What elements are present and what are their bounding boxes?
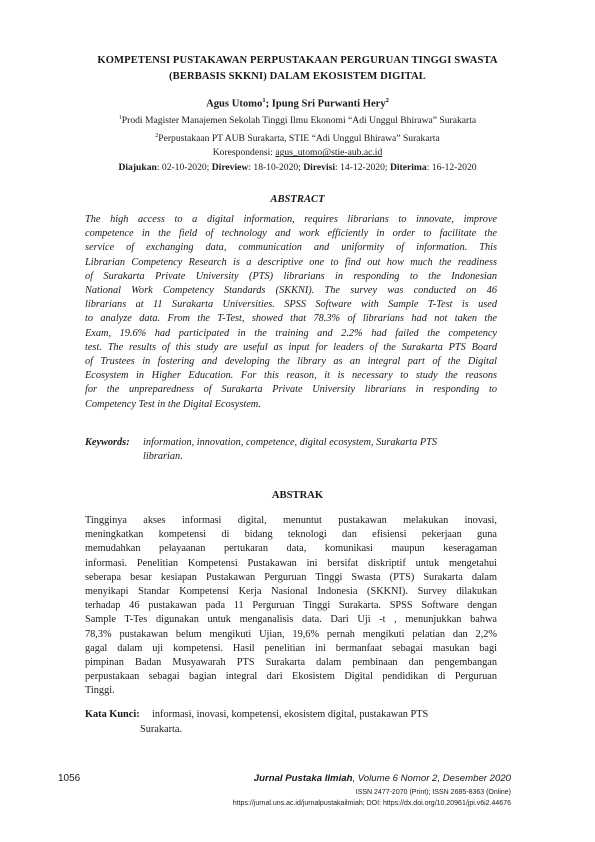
- email-link[interactable]: agus_utomo@stie-aub.ac.id: [275, 147, 383, 159]
- abstrak-id-line: menyikapi Standar Kompetensi Kerja Nasional Indonesia (SKKNI). Survey dilakukan: [85, 586, 497, 598]
- abstract-en-line: Exam, 19.6% had participated in the training and 2.2% had failed the competency: [85, 327, 497, 339]
- abstract-en-line: The high access to a digital information, requires librarians to innovate, improve: [85, 214, 497, 225]
- abstrak-id-line: meningkatkan kompetensi di bidang teknologi dan efisiensi pekerjaan guna: [85, 529, 497, 541]
- abstract-en-line: National Work Competency Standards (SKKNI). The survey was conducted on 46: [85, 285, 497, 297]
- journal-urls: https://jurnal.uns.ac.id/jurnalpustakailmiah; DOI: https://dx.doi.org/10.20961/jpi.v6i2.44676: [232, 800, 511, 807]
- author-name: Ipung Sri Purwanti Hery: [271, 98, 386, 110]
- abstrak-id-line: perpustakaan sebagai bagian integral dari Ekosistem Digital pendidikan di Perguruan: [85, 671, 497, 683]
- issn: ISSN 2477-2070 (Print); ISSN 2685-8363 (Online): [355, 789, 511, 796]
- abstract-en-line: Ecosystem in Higher Education. For this reason, it is necessary to study the reasons: [85, 370, 497, 382]
- abstrak-id-line: seberapa besar kesiapan Pustakawan Perguruan Tinggi Swasta (PTS) Surakarta dalam: [85, 571, 497, 583]
- affiliation-2: $^2$Perpustakaan PT AUB Surakarta, STIE “Adi Unggul Bhirawa” Surakarta: [155, 132, 440, 144]
- affiliations: [0, 111, 595, 161]
- page-number: 1056: [58, 773, 81, 784]
- abstrak-heading: ABSTRAK: [271, 490, 324, 501]
- abstrak-id-line: Sample T-Tes digunakan untuk menganalisis data. Dari Uji -t , menunjukkan bahwa: [85, 614, 497, 626]
- abstract-en-line: Competency Test in the Digital Ecosystem.: [85, 398, 261, 410]
- abstract-en-body: [85, 213, 497, 412]
- author-separator: ;: [265, 98, 272, 110]
- abstrak-id-line: 78,3% pustakawan belum mengikuti Ujian, 19,6% pernah mengikuti pelatian dan 2,2%: [85, 628, 497, 640]
- keywords-line-2: librarian.: [143, 451, 183, 463]
- journal-issue: , Volume 6 Nomor 2, Desember 2020: [352, 773, 511, 784]
- author-list: [0, 97, 595, 110]
- abstract-en-line: to analyze data. From the T-Test, showed that 78.3% of librarians had not taken the: [85, 313, 497, 325]
- paper-title: [0, 53, 595, 85]
- abstract-en-line: Librarian Competency Research is a descriptive one to find out how much the readiness: [85, 256, 497, 268]
- abstrak-id-line: gagal dalam uji kompetensi. Hasil penelitian ini bermanfaat sebagai masukan bagi: [85, 642, 497, 654]
- author-superscript: 1: [262, 97, 266, 104]
- abstract-en-line: for the unpreparedness of Surakarta Private University librarians in responding to: [85, 384, 497, 396]
- submission-dates: Diajukan: 02-10-2020; Direview: 18-10-2020; Direvisi: 14-12-2020; Diterima: 16-12-2020: [118, 162, 477, 173]
- kata-kunci: [85, 708, 505, 735]
- abstrak-id-line: informasi. Penelitian Kompetensi Pustakawan ini bersifat diskriptif untuk mengetahui: [85, 557, 497, 569]
- abstrak-id-body: [85, 514, 497, 699]
- correspondence: Korespondensi: agus_utomo@stie-aub.ac.id: [212, 147, 383, 159]
- author-name: Agus Utomo: [206, 98, 263, 110]
- abstract-en-line: service of exchanging data, communication and uniformity of information. This: [85, 242, 497, 254]
- abstract-en-line: competence in the field of technology and work efficiently in order to facilitate the: [85, 228, 497, 240]
- keywords-line-1: information, innovation, competence, digital ecosystem, Surakarta PTS: [143, 437, 437, 448]
- journal-name: Jurnal Pustaka Ilmiah: [253, 773, 353, 784]
- abstract-en-line: test. The results of this study are useful as input for leaders of the Surakarta PTS Board: [85, 341, 497, 353]
- abstract-en-line: librarians at 11 Surakarta Universities. SPSS Software with Sample T-Test is used: [85, 299, 497, 311]
- keywords-label: Keywords:: [85, 437, 130, 448]
- kata-kunci-label: Kata Kunci:: [85, 709, 140, 720]
- abstrak-id-line: pimpinan Badan Musyawarah PTS Surakarta dalam pembinaan dan pengembangan: [85, 657, 497, 669]
- journal-info: [254, 773, 511, 784]
- abstract-en-line: of Surakarta Private University (PTS) librarians in responding to the Indonesian: [85, 270, 497, 282]
- title-line-1: KOMPETENSI PUSTAKAWAN PERPUSTAKAAN PERGURUAN TINGGI SWASTA: [97, 55, 498, 66]
- kata-kunci-line-1: informasi, inovasi, kompetensi, ekosistem digital, pustakawan PTS: [152, 709, 429, 720]
- abstract-heading: ABSTRACT: [270, 194, 325, 205]
- author-superscript: 2: [385, 97, 389, 104]
- abstract-en-line: of Trustees in fostering and developing the library as an integral part of the Digital: [85, 356, 497, 368]
- title-line-2: (BERBASIS SKKNI) DALAM EKOSISTEM DIGITAL: [169, 71, 426, 82]
- affiliation-1: $^1$Prodi Magister Manajemen Sekolah Tinggi Ilmu Ekonomi “Adi Unggul Bhirawa” Surakarta: [118, 115, 477, 127]
- abstrak-id-line: terhadap 46 pustakawan pada 11 Perguruan Tinggi Surakarta. SPSS Software dengan: [85, 600, 497, 612]
- kata-kunci-line-2: Surakarta.: [140, 724, 183, 735]
- abstrak-id-line: memudahkan pelayaanan pertukaran data, komunikasi maupun keseragaman: [85, 543, 497, 555]
- keywords: [85, 436, 505, 463]
- abstrak-id-line: Tinggi.: [85, 685, 115, 697]
- abstrak-id-line: Tingginya akses informasi digital, menuntut pustakawan melakukan inovasi,: [85, 515, 497, 526]
